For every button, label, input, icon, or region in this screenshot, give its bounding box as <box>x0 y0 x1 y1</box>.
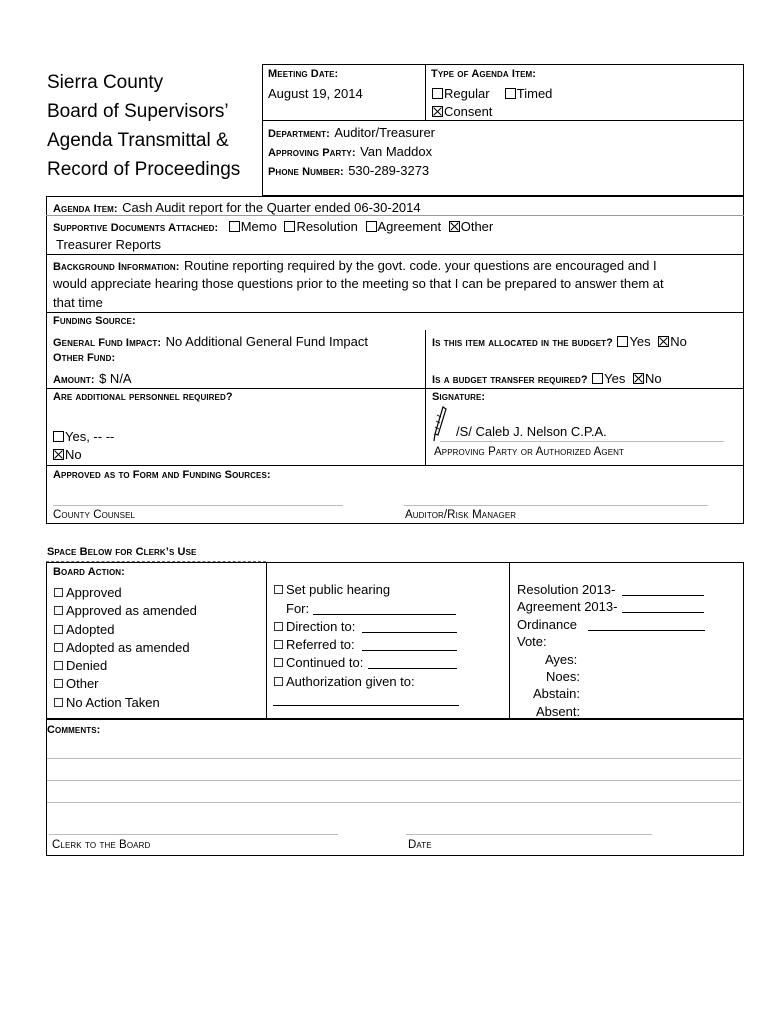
agenda-item-value: Cash Audit report for the Quarter ended 06-30-2014 <box>122 200 421 215</box>
divider <box>266 562 267 719</box>
agreement-label: Agreement <box>377 219 442 234</box>
referred-line[interactable] <box>362 650 457 651</box>
title-line: Sierra County <box>47 72 164 93</box>
auditor-line[interactable] <box>404 505 708 506</box>
amount-value: $ N/A <box>99 371 132 386</box>
personnel-yes-checkbox[interactable] <box>53 431 64 442</box>
ordinance-label: Ordinance <box>517 617 577 632</box>
authorization-line[interactable] <box>273 705 459 706</box>
comment-line[interactable] <box>47 802 741 803</box>
signature-value: /S/ Caleb J. Nelson C.P.A. <box>456 424 607 439</box>
action-item[interactable] <box>54 675 197 693</box>
agenda-type-label: Type of Agenda Item: <box>431 68 537 80</box>
agreement-label: Agreement 2013- <box>517 599 618 614</box>
budget-transfer-row <box>432 370 662 388</box>
signature-label: Signature: <box>432 391 486 403</box>
action-label: Approved <box>66 585 122 600</box>
background-label: Background Information: <box>53 261 180 273</box>
divider <box>262 120 744 121</box>
general-fund-label: General Fund Impact: <box>53 337 162 349</box>
agenda-type-options <box>432 86 552 101</box>
auditor-label: Auditor/Risk Manager <box>405 509 517 521</box>
checkbox[interactable] <box>54 643 63 652</box>
supportive-docs-label: Supportive Documents Attached: <box>53 222 219 234</box>
approving-party-label: Approving Party: <box>268 147 356 159</box>
background-row <box>53 257 657 275</box>
resolution-checkbox[interactable] <box>284 221 295 232</box>
personnel-yes-label: Yes, -- -- <box>65 429 115 444</box>
set-hearing-item[interactable] <box>274 582 390 597</box>
budget-transfer-label: Is a budget transfer required? <box>432 374 588 386</box>
approving-party-row <box>268 143 432 161</box>
set-hearing-label: Set public hearing <box>286 582 391 597</box>
ayes-label: Ayes: <box>545 652 578 667</box>
amount-label: Amount: <box>53 374 95 386</box>
title-line: Record of Proceedings <box>47 159 241 180</box>
background-line: would appreciate hearing those questions prior to the meeting so that I can be prepared to answer them at <box>53 276 664 291</box>
personnel-no-label: No <box>65 447 82 462</box>
phone-value: 530-289-3273 <box>348 163 430 178</box>
continued-label: Continued to: <box>286 655 364 670</box>
action-label: No Action Taken <box>66 694 160 710</box>
other-fund-label: Other Fund: <box>53 352 116 364</box>
checkbox[interactable] <box>54 679 63 688</box>
checkbox[interactable] <box>274 658 283 667</box>
regular-checkbox[interactable] <box>432 88 443 99</box>
other-docs-text: Treasurer Reports <box>56 237 161 252</box>
department-row <box>268 124 435 142</box>
timed-checkbox[interactable] <box>505 88 516 99</box>
supportive-docs-row <box>53 218 493 236</box>
checkbox[interactable] <box>54 588 63 597</box>
approving-agent-label: Approving Party or Authorized Agent <box>434 446 625 458</box>
action-item[interactable] <box>54 639 197 657</box>
budget-allocated-label: Is this item allocated in the budget? <box>432 337 613 349</box>
personnel-yes-row <box>53 429 114 444</box>
action-label: Adopted <box>66 621 115 637</box>
divider <box>46 388 744 389</box>
consent-label: Consent <box>444 104 493 119</box>
checkbox[interactable] <box>274 585 283 594</box>
title-line: Agenda Transmittal & <box>47 130 229 151</box>
background-line: that time <box>53 295 103 310</box>
transfer-yes-checkbox[interactable] <box>592 373 603 384</box>
action-label: Denied <box>66 658 108 674</box>
abstain-label: Abstain: <box>533 686 580 701</box>
personnel-no-row <box>53 447 82 462</box>
action-item[interactable] <box>54 657 197 675</box>
checkbox[interactable] <box>54 661 63 670</box>
divider <box>46 312 744 313</box>
clerk-section-label: Space Below for Clerk’s Use <box>47 546 197 558</box>
checkbox[interactable] <box>274 640 283 649</box>
comment-line[interactable] <box>47 758 741 759</box>
resolution-line[interactable] <box>622 595 704 596</box>
comments-label: Comments: <box>47 724 101 736</box>
pen-icon <box>431 405 449 443</box>
consent-checkbox[interactable] <box>432 106 443 117</box>
regular-label: Regular <box>444 86 490 101</box>
agenda-item-label: Agenda Item: <box>53 203 118 215</box>
phone-row <box>268 162 429 180</box>
divider <box>425 64 426 120</box>
budget-no-label: No <box>670 334 687 349</box>
continued-line[interactable] <box>368 668 457 669</box>
authorization-label: Authorization given to: <box>286 674 415 689</box>
comments-box <box>46 719 744 856</box>
consent-option <box>432 104 492 119</box>
transfer-yes-label: Yes <box>604 371 626 386</box>
vote-label: Vote: <box>517 634 547 649</box>
direction-label: Direction to: <box>286 619 356 634</box>
divider <box>46 254 744 255</box>
memo-label: Memo <box>240 219 277 234</box>
for-line[interactable] <box>313 614 456 615</box>
action-label: Other <box>66 676 99 692</box>
resolution-label: Resolution 2013- <box>517 582 616 597</box>
board-action-list <box>54 584 197 712</box>
clerk-signature-line[interactable] <box>49 834 338 835</box>
checkbox[interactable] <box>274 677 283 686</box>
county-counsel-label: County Counsel <box>53 509 136 521</box>
memo-checkbox[interactable] <box>229 221 240 232</box>
transfer-no-label: No <box>644 371 662 386</box>
personnel-no-checkbox[interactable] <box>53 449 64 460</box>
ordinance-line[interactable] <box>588 630 705 631</box>
meeting-date-label: Meeting Date: <box>268 68 339 80</box>
resolution-label: Resolution <box>296 219 358 234</box>
divider <box>46 465 744 466</box>
signature-line[interactable] <box>440 441 724 442</box>
direction-item[interactable] <box>274 619 355 634</box>
checkbox[interactable] <box>54 625 63 634</box>
approved-form-label: Approved as to Form and Funding Sources: <box>53 469 271 481</box>
action-item[interactable] <box>54 584 197 602</box>
comment-line[interactable] <box>47 780 741 781</box>
action-item[interactable] <box>54 621 197 639</box>
approving-party-value: Van Maddox <box>360 144 433 159</box>
general-fund-value: No Additional General Fund Impact <box>165 334 368 349</box>
document-title <box>47 68 240 184</box>
amount-row <box>53 370 132 388</box>
agreement-checkbox[interactable] <box>366 221 377 232</box>
checkbox[interactable] <box>274 622 283 631</box>
agenda-item-row <box>53 199 421 217</box>
transfer-no-checkbox[interactable] <box>633 373 644 384</box>
title-line: Board of Supervisors’ <box>47 101 229 122</box>
noes-label: Noes: <box>546 669 580 684</box>
board-action-label: Board Action: <box>53 566 125 578</box>
date-label: Date <box>408 839 432 851</box>
budget-yes-checkbox[interactable] <box>617 336 628 347</box>
other-checkbox[interactable] <box>449 221 460 232</box>
action-label: Adopted as amended <box>66 639 190 655</box>
other-label: Other <box>460 219 494 234</box>
department-value: Auditor/Treasurer <box>334 125 436 140</box>
agreement-line[interactable] <box>622 612 704 613</box>
meeting-date-value: August 19, 2014 <box>268 86 363 101</box>
for-label: For: <box>286 601 310 616</box>
funding-source-label: Funding Source: <box>53 315 136 327</box>
budget-allocated-row <box>432 333 687 351</box>
continued-item[interactable] <box>274 655 363 670</box>
action-item[interactable] <box>54 694 197 712</box>
checkbox[interactable] <box>54 606 63 615</box>
budget-yes-label: Yes <box>629 334 651 349</box>
action-item[interactable] <box>54 602 197 620</box>
direction-line[interactable] <box>362 632 457 633</box>
divider <box>425 330 426 465</box>
clerk-to-board-label: Clerk to the Board <box>52 839 151 851</box>
action-label: Approved as amended <box>66 603 197 619</box>
county-counsel-line[interactable] <box>53 505 343 506</box>
referred-item[interactable] <box>274 637 355 652</box>
date-line[interactable] <box>406 834 652 835</box>
department-label: Department: <box>268 128 330 140</box>
background-line: Routine reporting required by the govt. code. your questions are encouraged and I <box>183 258 657 273</box>
absent-label: Absent: <box>536 704 581 719</box>
divider <box>509 562 510 719</box>
budget-no-checkbox[interactable] <box>658 336 669 347</box>
referred-label: Referred to: <box>286 637 355 652</box>
phone-label: Phone Number: <box>268 166 344 178</box>
general-fund-row <box>53 333 368 351</box>
personnel-label: Are additional personnel required? <box>53 391 233 403</box>
authorization-item[interactable] <box>274 674 415 689</box>
checkbox[interactable] <box>54 698 63 707</box>
timed-label: Timed <box>516 86 553 101</box>
